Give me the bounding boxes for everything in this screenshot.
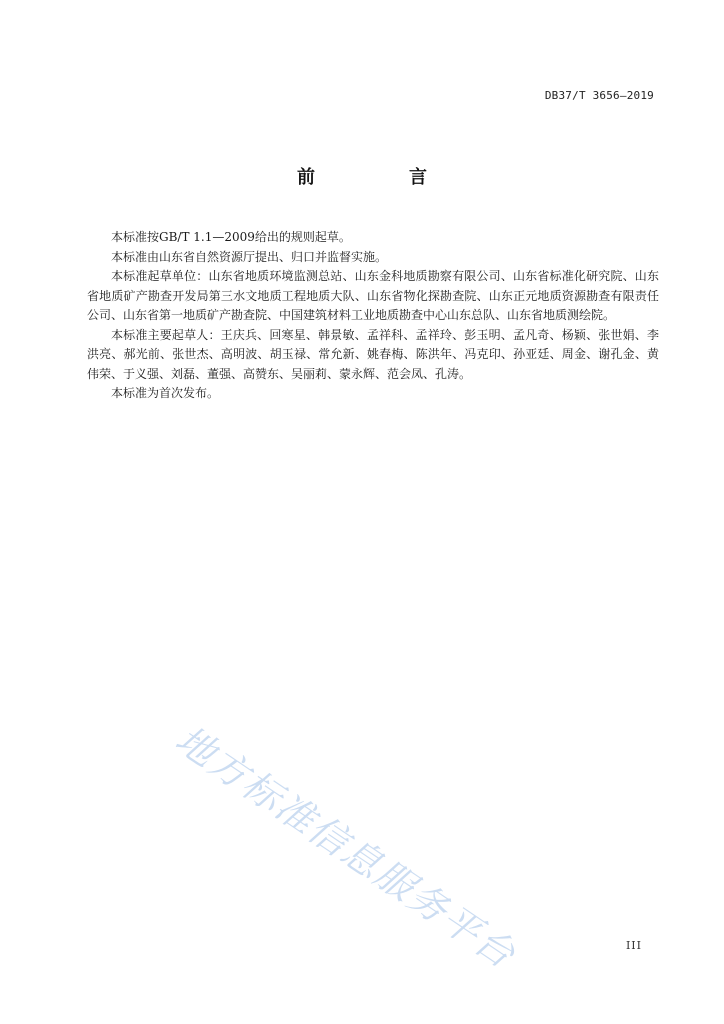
paragraph-drafters: 本标准主要起草人：王庆兵、回寒星、韩景敏、孟祥科、孟祥玲、彭玉明、孟凡奇、杨颖、张世娟、李洪亮、郝光前、张世杰、高明波、胡玉禄、常允新、姚春梅、陈洪年、冯克印、孙亚廷、周金、谢孔金、黄伟荣、于义强、刘磊、董强、高赞东、吴丽莉、蒙永辉、范会凤、孔涛。 (87, 327, 659, 381)
page-number: III (625, 939, 642, 952)
paragraph-drafting-units: 本标准起草单位：山东省地质环境监测总站、山东金科地质勘察有限公司、山东省标准化研究院、山东省地质矿产勘查开发局第三水文地质工程地质大队、山东省物化探勘查院、山东正元地质资源勘查有限责任公司、山东省第一地质矿产勘查院、中国建筑材料工业地质勘查中心山东总队、山东省地质测绘院。 (87, 269, 659, 322)
page-title: 前 言 (297, 167, 465, 188)
paragraph-first-release: 本标准为首次发布。 (111, 386, 220, 400)
body-content (87, 228, 659, 404)
standard-code: DB37/T 3656—2019 (544, 89, 654, 102)
paragraph-drafting-rules: 本标准按GB/T 1.1—2009给出的规则起草。 (111, 230, 351, 244)
paragraph-proposer: 本标准由山东省自然资源厅提出、归口并监督实施。 (111, 249, 388, 264)
watermark: 地方标准信息服务平台 (167, 717, 524, 978)
